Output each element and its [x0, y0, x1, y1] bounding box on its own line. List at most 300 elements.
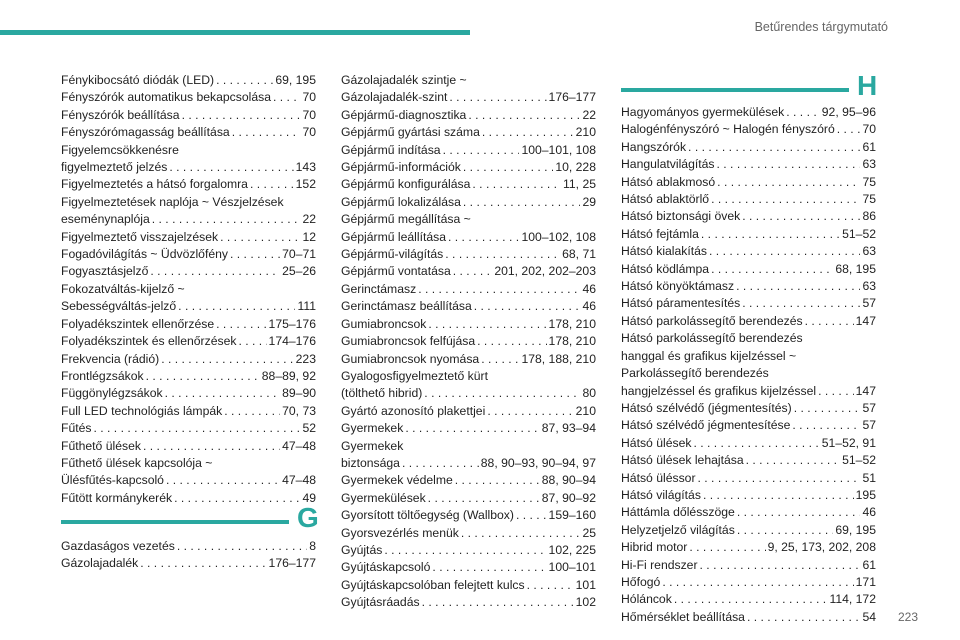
index-entry	[341, 246, 596, 263]
index-entry-pages: 75	[862, 174, 876, 189]
index-entry	[621, 104, 876, 121]
dot-leader	[662, 574, 853, 591]
index-entry-pages: 68, 195	[835, 261, 876, 276]
index-entry-pages: 51–52	[842, 226, 876, 241]
dot-leader	[698, 470, 861, 487]
index-entry-line	[341, 490, 596, 507]
index-entry-heading: Hátsó parkolássegítő berendezés	[621, 331, 803, 346]
index-entry-pages: 61	[862, 139, 876, 154]
dot-leader	[405, 420, 539, 437]
dot-leader	[152, 211, 301, 228]
index-entry-pages: 54	[862, 609, 876, 624]
index-entry-name: Halogénfényszóró ~ Halogén fényszóró	[621, 122, 835, 137]
index-entry-name: Helyzetjelző világítás	[621, 522, 735, 537]
index-entry-name: Fényszórók beállítása	[61, 107, 180, 122]
index-entry	[61, 368, 316, 385]
index-entry-line	[341, 89, 596, 106]
index-entry-line	[61, 124, 316, 141]
index-entry-line	[341, 298, 596, 315]
index-entry-pages: 68, 71	[562, 247, 596, 262]
page-number: 223	[897, 610, 918, 624]
index-entry-line	[61, 211, 316, 228]
index-entry-line	[341, 420, 596, 437]
index-entry	[621, 609, 876, 626]
index-entry	[341, 438, 596, 473]
index-entry	[341, 490, 596, 507]
index-entry	[341, 507, 596, 524]
dot-leader	[449, 89, 546, 106]
index-entry	[621, 208, 876, 225]
index-entry	[621, 295, 876, 312]
index-entry-name: Hátsó kialakítás	[621, 244, 708, 259]
index-entry-line	[341, 281, 596, 298]
index-entry-name: Gyújtásráadás	[341, 595, 420, 610]
index-entry-name: biztonsága	[341, 455, 400, 470]
dot-leader	[182, 107, 301, 124]
index-entry-pages: 178, 188, 210	[521, 351, 596, 366]
dot-leader	[737, 504, 861, 521]
index-entry-pages: 102	[575, 595, 596, 610]
index-entry	[341, 559, 596, 576]
index-entry	[341, 107, 596, 124]
index-entry-pages: 176–177	[548, 90, 596, 105]
index-entry-name: Fűthető ülések	[61, 438, 141, 453]
index-entry-pages: 89–90	[282, 386, 316, 401]
index-entry-name: Hátsó páramentesítés	[621, 296, 741, 311]
index-entry	[61, 420, 316, 437]
index-entry-line	[341, 577, 596, 594]
index-entry	[621, 156, 876, 173]
index-entry	[61, 385, 316, 402]
index-entry-line	[61, 420, 316, 437]
index-entry-pages: 51	[862, 470, 876, 485]
index-entry-line	[621, 417, 876, 434]
index-entry-pages: 101	[575, 577, 596, 592]
index-entry-line	[621, 313, 876, 330]
dot-leader	[432, 559, 546, 576]
index-column-1-g	[61, 538, 316, 573]
index-entry-line	[621, 261, 876, 278]
dot-leader	[428, 490, 540, 507]
index-entry-name: Fogyasztásjelző	[61, 264, 149, 279]
index-entry-name: Folyadékszintek ellenőrzése	[61, 316, 215, 331]
index-entry-pages: 195	[855, 487, 876, 502]
section-rule	[61, 520, 289, 524]
index-entry-name: Gázolajadalék	[61, 556, 139, 571]
index-entry-pages: 201, 202, 202–203	[494, 264, 596, 279]
index-entry-name: Gyermekek védelme	[341, 473, 453, 488]
dot-leader	[468, 107, 580, 124]
index-entry-name: Gyújtáskapcsoló	[341, 560, 431, 575]
dot-leader	[717, 156, 861, 173]
index-entry-pages: 11, 25	[563, 177, 596, 192]
index-entry-line	[341, 333, 596, 350]
index-entry-line	[621, 435, 876, 452]
dot-leader	[477, 333, 546, 350]
index-entry-pages: 51–52	[842, 453, 876, 468]
index-entry-line	[341, 455, 596, 472]
dot-leader	[792, 417, 860, 434]
index-entry-name: eseménynaplója	[61, 212, 150, 227]
dot-leader	[709, 243, 860, 260]
index-entry-name: Hátsó ablaktörlő	[621, 192, 710, 207]
index-entry-name: Gumiabroncsok felfújása	[341, 334, 476, 349]
index-entry-heading: Fűthető ülések kapcsolója ~	[61, 455, 213, 470]
index-entry	[341, 333, 596, 350]
index-entry-pages: 178, 210	[548, 316, 596, 331]
index-entry	[621, 591, 876, 608]
dot-leader	[161, 351, 293, 368]
index-entry-name: Gépjármű indítása	[341, 142, 441, 157]
index-column-3	[621, 104, 876, 626]
index-entry-name: Hi-Fi rendszer	[621, 557, 698, 572]
index-entry	[341, 525, 596, 542]
dot-leader	[177, 538, 307, 555]
index-entry-pages: 111	[297, 299, 316, 314]
index-entry-pages: 147	[855, 383, 876, 398]
index-entry	[341, 351, 596, 368]
index-entry	[341, 159, 596, 176]
index-entry-pages: 75	[862, 192, 876, 207]
dot-leader	[443, 142, 520, 159]
index-entry	[621, 174, 876, 191]
dot-leader	[487, 403, 573, 420]
index-entry-name: Hátsó szélvédő (jégmentesítés)	[621, 400, 792, 415]
index-entry-line	[621, 191, 876, 208]
index-column-2	[341, 72, 596, 612]
index-entry	[621, 121, 876, 138]
index-entry-pages: 25–26	[282, 264, 316, 279]
index-entry	[61, 176, 316, 193]
index-entry-name: Fogadóvilágítás ~ Üdvözlőfény	[61, 247, 229, 262]
index-entry	[61, 142, 316, 177]
index-entry-line	[61, 403, 316, 420]
index-entry-line	[621, 522, 876, 539]
dot-leader	[232, 124, 301, 141]
index-entry	[341, 316, 596, 333]
dot-leader	[146, 368, 260, 385]
index-entry-name: Gazdaságos vezetés	[61, 539, 175, 553]
dot-leader	[463, 194, 581, 211]
index-entry-name: Full LED technológiás lámpák	[61, 403, 223, 418]
dot-leader	[178, 298, 295, 315]
index-entry-pages: 86	[862, 209, 876, 224]
index-entry-line	[61, 316, 316, 333]
index-entry-line	[341, 385, 596, 402]
index-column-1	[61, 72, 316, 507]
index-entry-pages: 70	[862, 122, 876, 137]
index-entry-name: Hátsó szélvédő jégmentesítése	[621, 418, 791, 433]
index-entry	[61, 246, 316, 263]
index-entry-pages: 176–177	[268, 556, 316, 571]
dot-leader	[140, 555, 266, 572]
index-entry	[341, 403, 596, 420]
index-entry-line	[621, 383, 876, 400]
index-entry-line	[621, 539, 876, 556]
section-header-h	[621, 72, 877, 100]
index-entry-line	[341, 176, 596, 193]
index-entry-pages: 22	[582, 107, 596, 122]
dot-leader	[703, 487, 854, 504]
index-entry-line	[341, 246, 596, 263]
dot-leader	[143, 438, 280, 455]
index-entry-name: Gyújtás	[341, 542, 383, 557]
index-entry-pages: 100–102, 108	[521, 229, 596, 244]
index-entry-name: Fényszórók automatikus bekapcsolása	[61, 90, 272, 105]
index-entry-name: Gyártó azonosító plakettjei	[341, 403, 486, 418]
dot-leader	[250, 176, 294, 193]
index-entry-line	[341, 316, 596, 333]
index-entry-line	[621, 208, 876, 225]
page-header-title: Betűrendes tárgymutató	[754, 20, 888, 34]
index-entry-pages: 61	[862, 557, 876, 572]
index-entry-line	[621, 452, 876, 469]
dot-leader	[747, 609, 860, 626]
dot-leader	[693, 435, 819, 452]
index-entry-line	[61, 351, 316, 368]
index-entry	[61, 72, 316, 89]
index-entry	[61, 351, 316, 368]
index-entry-name: Gépjármű-világítás	[341, 247, 444, 262]
index-entry-name: Hátsó ülések lehajtása	[621, 453, 744, 468]
section-letter: G	[297, 502, 319, 533]
index-entry-name: Hátsó parkolássegítő berendezés	[621, 313, 803, 328]
index-entry	[341, 176, 596, 193]
index-entry	[341, 420, 596, 437]
dot-leader	[688, 139, 860, 156]
dot-leader	[424, 385, 580, 402]
index-entry-pages: 100–101	[548, 560, 596, 575]
index-entry-name: Fűtött kormánykerék	[61, 490, 173, 505]
index-entry	[621, 226, 876, 243]
dot-leader	[455, 472, 540, 489]
section-rule	[621, 88, 849, 92]
dot-leader	[717, 174, 860, 191]
index-entry-pages: 69, 195	[835, 522, 876, 537]
index-entry-heading: Gépjármű megállítása ~	[341, 212, 471, 227]
index-entry-line	[621, 295, 876, 312]
index-entry	[621, 243, 876, 260]
index-entry-line	[341, 263, 596, 280]
index-entry-line	[341, 351, 596, 368]
index-entry	[61, 281, 316, 316]
index-entry-name: Gépjármű-információk	[341, 160, 461, 175]
dot-leader	[445, 246, 560, 263]
index-entry-name: Hátsó könyöktámasz	[621, 279, 735, 294]
index-entry-pages: 210	[575, 403, 596, 418]
index-entry-line	[621, 174, 876, 191]
index-entry-heading: Figyelmeztetések naplója ~ Vészjelzések	[61, 194, 284, 209]
index-entry-pages: 47–48	[282, 473, 316, 488]
index-entry-line	[61, 229, 316, 246]
index-entry-pages: 70, 73	[282, 403, 316, 418]
index-entry-line	[61, 538, 316, 555]
dot-leader	[472, 176, 561, 193]
index-entry	[341, 368, 596, 403]
index-entry	[341, 124, 596, 141]
index-entry-heading: Gázolajadalék szintje ~	[341, 73, 467, 87]
index-entry-name: Fényszórómagasság beállítása	[61, 125, 230, 140]
index-entry-name: Gépjármű lokalizálása	[341, 194, 461, 209]
dot-leader	[422, 594, 574, 611]
index-entry-name: Fűtés	[61, 421, 92, 436]
index-entry-line	[61, 246, 316, 263]
index-entry-pages: 92, 95–96	[821, 105, 876, 119]
index-entry-name: Gumiabroncsok	[341, 316, 427, 331]
index-entry	[61, 107, 316, 124]
index-entry-name: Folyadékszintek és ellenőrzések	[61, 334, 237, 349]
index-entry-line	[621, 504, 876, 521]
index-entry-line	[621, 156, 876, 173]
index-entry-line	[621, 104, 876, 121]
dot-leader	[273, 89, 300, 106]
index-entry	[341, 594, 596, 611]
dot-leader	[742, 295, 860, 312]
index-entry-name: Gépjármű vontatása	[341, 264, 451, 279]
dot-leader	[463, 159, 553, 176]
index-entry	[621, 191, 876, 208]
dot-leader	[689, 539, 765, 556]
index-entry-name: Gyorsított töltőegység (Wallbox)	[341, 508, 514, 523]
dot-leader	[238, 333, 266, 350]
index-entry-pages: 88, 90–94	[541, 473, 596, 488]
section-header-g	[61, 504, 319, 532]
dot-leader	[150, 263, 280, 280]
dot-leader	[794, 400, 861, 417]
index-entry	[621, 261, 876, 278]
dot-leader	[418, 281, 580, 298]
index-entry-name: Fénykibocsátó diódák (LED)	[61, 73, 215, 87]
index-entry-name: Hátsó fejtámla	[621, 226, 699, 241]
dot-leader	[453, 263, 493, 280]
index-entry-line	[61, 263, 316, 280]
index-entry-pages: 171	[855, 574, 876, 589]
index-entry-pages: 70	[302, 125, 316, 140]
index-entry-line	[621, 243, 876, 260]
index-entry-name: Hátsó üléssor	[621, 470, 696, 485]
index-entry	[621, 330, 876, 400]
index-entry	[621, 470, 876, 487]
index-entry-heading: Parkolássegítő berendezés	[621, 366, 769, 381]
dot-leader	[737, 522, 834, 539]
index-entry	[621, 504, 876, 521]
index-entry-line	[61, 72, 316, 89]
index-entry-name: Hőfogó	[621, 574, 661, 589]
dot-leader	[742, 208, 860, 225]
index-entry-pages: 29	[582, 194, 596, 209]
index-entry-pages: 63	[862, 244, 876, 259]
index-entry-name: Gyermekek	[341, 421, 404, 436]
index-entry-name: Gépjármű leállítása	[341, 229, 446, 244]
index-entry-name: Gerinctámasz	[341, 281, 417, 296]
index-entry-heading: Figyelemcsökkenésre	[61, 142, 179, 157]
index-entry-line	[621, 226, 876, 243]
index-entry-line	[341, 107, 596, 124]
dot-leader	[516, 507, 547, 524]
index-entry	[341, 142, 596, 159]
index-entry-line	[621, 139, 876, 156]
index-entry-line	[621, 591, 876, 608]
index-entry	[61, 124, 316, 141]
index-entry-pages: 9, 25, 173, 202, 208	[767, 540, 876, 555]
index-entry-name: Gépjármű konfigurálása	[341, 177, 471, 192]
index-entry-line	[621, 400, 876, 417]
index-entry-pages: 69, 195	[275, 73, 316, 87]
index-entry-name: Sebességváltás-jelző	[61, 299, 177, 314]
index-entry	[621, 139, 876, 156]
index-entry-name: Hőmérséklet beállítása	[621, 609, 745, 624]
index-entry-pages: 114, 172	[829, 592, 876, 607]
dot-leader	[169, 159, 293, 176]
dot-leader	[402, 455, 479, 472]
index-entry-heading: hanggal és grafikus kijelzéssel ~	[621, 348, 797, 363]
dot-leader	[700, 557, 861, 574]
index-entry-line	[341, 194, 596, 211]
index-entry-pages: 46	[582, 299, 596, 314]
index-entry-line	[61, 385, 316, 402]
index-entry	[621, 487, 876, 504]
index-entry-heading: Gyalogosfigyelmeztető kürt	[341, 368, 488, 383]
index-entry	[341, 281, 596, 298]
dot-leader	[230, 246, 280, 263]
index-entry-pages: 100–101, 108	[521, 142, 596, 157]
index-entry-line	[341, 229, 596, 246]
index-entry-pages: 22	[302, 212, 316, 227]
index-entry-name: Hangszórók	[621, 139, 687, 154]
dot-leader	[165, 385, 280, 402]
index-entry-pages: 175–176	[268, 316, 316, 331]
index-entry	[341, 472, 596, 489]
index-entry-line	[61, 89, 316, 106]
index-entry	[341, 194, 596, 211]
index-entry-line	[341, 525, 596, 542]
index-entry	[621, 417, 876, 434]
index-entry-line	[341, 507, 596, 524]
index-entry-pages: 47–48	[282, 438, 316, 453]
index-entry	[341, 542, 596, 559]
index-entry-pages: 51–52, 91	[821, 435, 876, 450]
index-entry-line	[341, 124, 596, 141]
dot-leader	[481, 351, 519, 368]
index-entry	[341, 263, 596, 280]
index-entry-line	[61, 107, 316, 124]
index-entry-name: Gyújtáskapcsolóban felejtett kulcs	[341, 577, 525, 592]
index-entry-name: Hangulatvilágítás	[621, 157, 715, 172]
index-entry-line	[61, 176, 316, 193]
index-entry-pages: 46	[862, 505, 876, 520]
dot-leader	[166, 472, 280, 489]
index-entry-name: Figyelmeztető visszajelzések	[61, 229, 219, 244]
index-entry-name: Hóláncok	[621, 592, 672, 607]
index-entry-pages: 25	[582, 525, 596, 540]
index-entry-pages: 147	[855, 313, 876, 328]
index-entry	[61, 229, 316, 246]
index-entry-heading: Gyermekek	[341, 438, 404, 453]
index-entry	[341, 298, 596, 315]
dot-leader	[674, 591, 828, 608]
dot-leader	[786, 104, 820, 121]
index-entry	[341, 577, 596, 594]
index-entry-pages: 152	[295, 177, 316, 192]
dot-leader	[384, 542, 546, 559]
index-entry-name: Gumiabroncsok nyomása	[341, 351, 480, 366]
dot-leader	[805, 313, 854, 330]
index-entry-name: Gépjármű gyártási száma	[341, 125, 480, 140]
dot-leader	[701, 226, 840, 243]
dot-leader	[837, 121, 861, 138]
index-entry-pages: 88, 90–93, 90–94, 97	[480, 455, 596, 470]
index-entry-line	[61, 159, 316, 176]
